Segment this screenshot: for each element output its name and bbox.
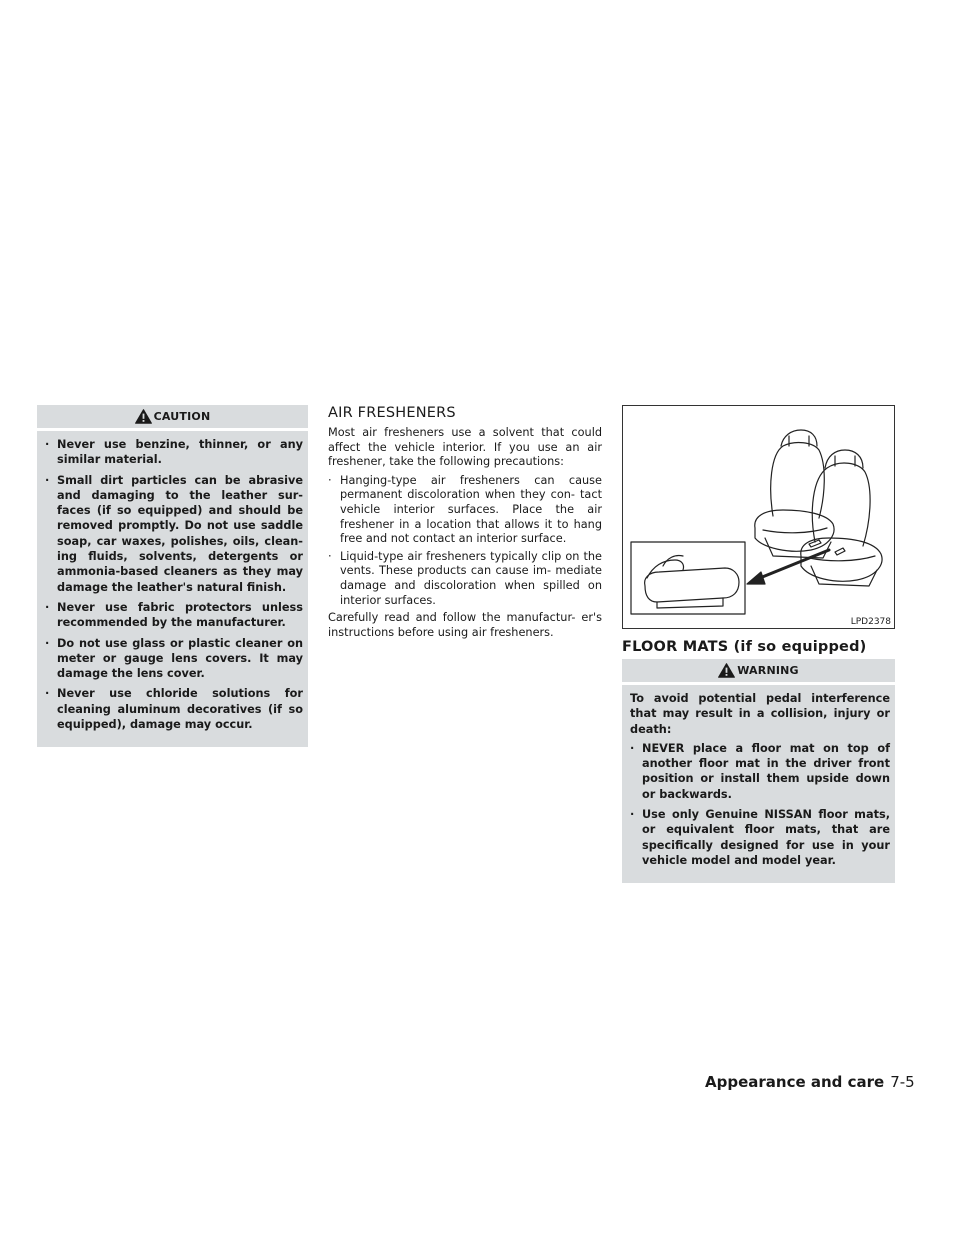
warning-header — [622, 659, 895, 685]
list-item: · Small dirt particles can be abrasive and damaging to the leather sur- faces (if so equipped) and should be removed promptly. Do not use saddle soap, car waxes, polishes, oils, clean- ing fluids, solvents, detergents or ammonia-based cleaners as they may damage the leather's natural finish. — [45, 473, 303, 594]
caution-column — [37, 405, 308, 747]
car-seats-illustration — [623, 406, 894, 628]
list-item: · Never use benzine, thinner, or any similar material. — [45, 438, 303, 467]
warning-intro: To avoid potential pedal interference that may result in a collision, injury or death: — [630, 692, 890, 736]
air-fresheners-closing: Carefully read and follow the manufactur- er's instructions before using air fresheners. — [328, 611, 602, 639]
list-item: · Never use fabric protectors unless recommended by the manufacturer. — [45, 600, 303, 630]
air-fresheners-intro: Most air fresheners use a solvent that could affect the vehicle interior. If you use an air freshener, take the following precautions: — [328, 426, 602, 469]
caution-title: CAUTION — [153, 410, 211, 423]
floor-mat-illustration — [622, 405, 895, 629]
warning-triangle-icon — [135, 409, 152, 424]
footer-section-title: Appearance and care — [705, 1073, 885, 1091]
air-fresheners-heading: AIR FRESHENERS — [328, 405, 456, 421]
list-item: · Never use chloride solutions for cleaning aluminum decoratives (if so equipped), damage may occur. — [45, 687, 303, 732]
floor-mats-heading: FLOOR MATS (if so equipped) — [622, 639, 867, 655]
warning-box — [622, 659, 895, 883]
caution-header — [37, 405, 308, 431]
warning-list — [630, 741, 890, 868]
warning-title: WARNING — [737, 664, 799, 677]
warning-triangle-icon — [718, 663, 735, 678]
figure-label: LPD2378 — [850, 617, 891, 627]
caution-list — [45, 437, 303, 732]
air-fresheners-list — [328, 474, 602, 608]
list-item: · Do not use glass or plastic cleaner on meter or gauge lens covers. It may damage the lens cover. — [45, 636, 303, 681]
air-fresheners-column — [328, 405, 602, 644]
page-footer — [705, 1073, 915, 1091]
list-item: · Use only Genuine NISSAN floor mats, or equivalent floor mats, that are specifically designed for use in your vehicle model and model year. — [630, 808, 890, 867]
floor-mats-column — [622, 405, 895, 883]
list-item: · Hanging-type air fresheners can cause permanent discoloration when they con- tact vehicle interior surfaces. Place the air freshener in a location that allows it to hang free and not contact an interior surface. — [328, 473, 602, 546]
page-number: 7-5 — [890, 1073, 915, 1091]
list-item: · Liquid-type air fresheners typically clip on the vents. These products can cause im- mediate damage and discoloration when spilled on interior surfaces. — [328, 549, 602, 607]
caution-box — [37, 405, 308, 747]
list-item: · NEVER place a floor mat on top of another floor mat in the driver front position or install them upside down or backwards. — [630, 741, 890, 801]
